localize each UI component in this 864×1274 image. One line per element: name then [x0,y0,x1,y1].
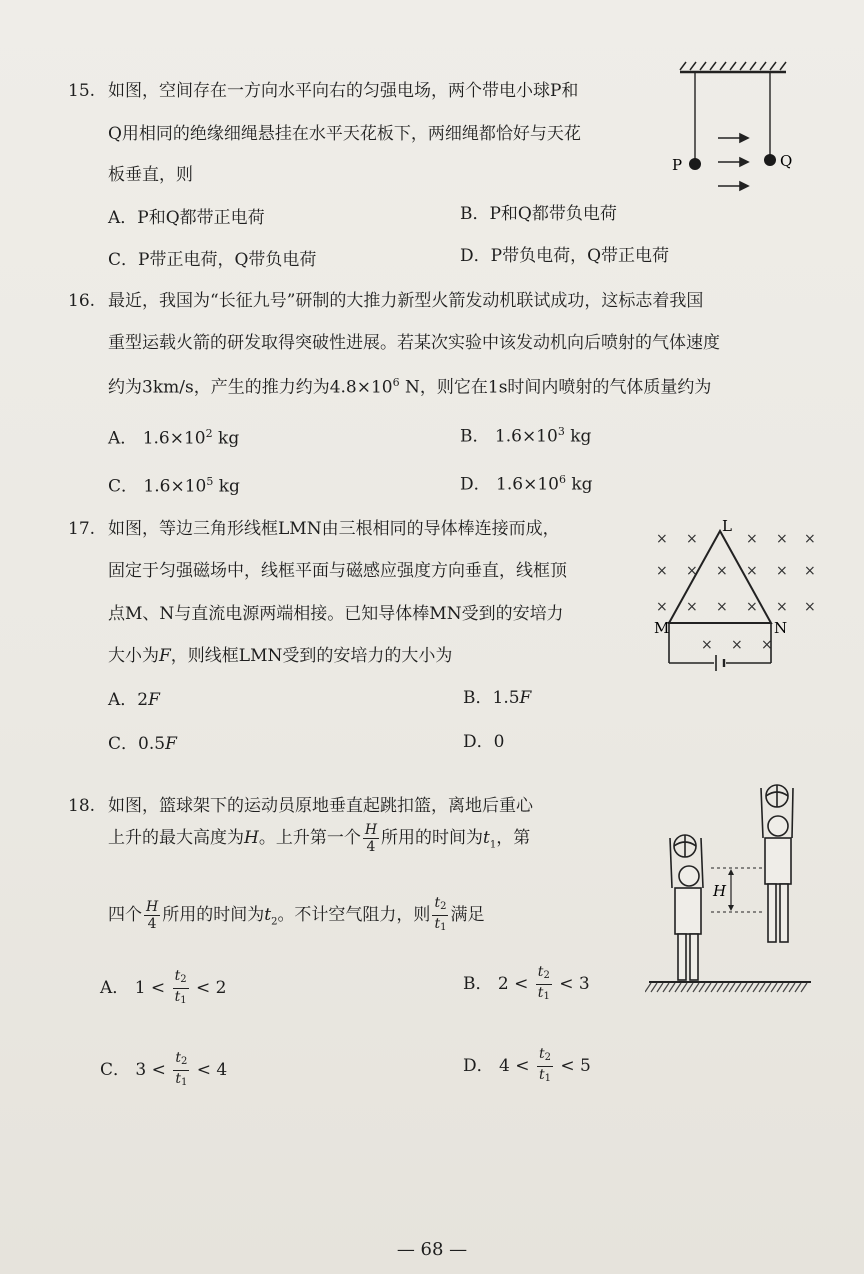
q18-line-3: 四个 $\frac{H}{4}$ 所用的时间为$t_2$。不计空气阻力，则 $\frac{t_2}{t_1}$ 满足 [108,895,484,942]
q16-number: 16. [68,291,96,311]
field-cross-mark: × [761,637,773,653]
q15-line-3: 板垂直，则 [108,165,193,185]
label-p: P [672,156,683,174]
q17-line-3: 点M、N与直流电源两端相接。已知导体棒MN受到的安培力 [108,604,564,624]
q18-number: 18. [68,796,96,816]
field-cross-mark: × [686,599,698,615]
q15-number: 15. [68,81,96,101]
ground-hatch [717,983,723,992]
q17-option-c[interactable]: C．0.5F [108,734,177,754]
ground-hatch [651,983,657,992]
q15-line-1: 如图，空间存在一方向水平向右的匀强电场，两个带电小球P和 [108,81,579,101]
ground-hatch [657,983,663,992]
q18-line-1: 如图，篮球架下的运动员原地垂直起跳扣篮，离地后重心 [108,796,533,816]
ball-p [689,158,701,170]
field-cross-mark: × [716,563,728,579]
label-l: L [722,517,732,535]
q17-option-a[interactable]: A．2F [108,690,160,710]
label-n: N [774,619,788,637]
q17-option-d[interactable]: D．0 [463,732,505,752]
q18-line-2: 上升的最大高度为H。上升第一个 $\frac{H}{4}$ 所用的时间为$t_1$，第 [108,822,531,855]
q15-line-2: Q用相同的绝缘细绳悬挂在水平天花板下，两细绳都恰好与天花 [108,124,581,144]
fraction-h-over-4: $\frac{H}{4}$ [364,822,378,855]
ground-hatch [711,983,717,992]
ground-hatch [681,983,687,992]
ground-hatch [723,983,729,992]
label-h: H [713,882,727,900]
ground-hatch [801,983,807,992]
field-cross-mark: × [746,531,758,547]
q15-figure [668,58,798,193]
field-cross-mark: × [656,531,668,547]
q18-option-a[interactable]: A． 1 < $\frac{t_2}{t_1}$ < 2 [100,968,227,1006]
ground-hatch [795,983,801,992]
q18-figure [645,780,815,1005]
label-m: M [654,619,670,637]
ground-hatch [645,983,651,992]
q18-option-c[interactable]: C． 3 < $\frac{t_2}{t_1}$ < 4 [100,1050,228,1088]
ground-hatch [741,983,747,992]
q15-option-c[interactable]: C．P带正电荷，Q带负电荷 [108,250,317,270]
ground-hatch [759,983,765,992]
ground-hatch [783,983,789,992]
field-cross-mark: × [746,599,758,615]
ground-hatch [729,983,735,992]
field-cross-mark: × [746,563,758,579]
ground-hatch [687,983,693,992]
ground-hatch [765,983,771,992]
page-number: — 68 — [396,1239,468,1260]
q17-figure [650,515,820,675]
fraction-h-over-4-second: $\frac{H}{4}$ [146,899,159,932]
q17-line-1: 如图，等边三角形线框LMN由三根相同的导体棒连接而成， [108,519,560,539]
field-cross-mark: × [776,563,788,579]
field-cross-mark: × [701,637,713,653]
q16-option-c[interactable]: C． $1.6\times 10^5$ kg [108,475,240,497]
q18-option-b[interactable]: B． 2 < $\frac{t_2}{t_1}$ < 3 [463,964,590,1002]
field-cross-mark: × [686,563,698,579]
q16-option-b[interactable]: B． $1.6\times 10^3$ kg [460,425,592,447]
ground-hatch [771,983,777,992]
q17-number: 17. [68,519,96,539]
ground-hatch [735,983,741,992]
field-cross-mark: × [656,599,668,615]
ground-hatch [669,983,675,992]
q17-line-2: 固定于匀强磁场中，线框平面与磁感应强度方向垂直，线框顶 [108,561,567,581]
ground-hatch [789,983,795,992]
q16-line-3: 约为3km/s，产生的推力约为$4.8\times 10^6$ N，则它在1s时间内喷射的气体质量约为 [108,376,712,398]
q15-option-b[interactable]: B．P和Q都带负电荷 [460,204,617,224]
q17-option-b[interactable]: B．1.5F [463,688,532,708]
field-cross-mark: × [804,563,816,579]
fraction-t2-over-t1: $\frac{t_2}{t_1}$ [434,895,447,933]
field-cross-mark: × [804,531,816,547]
ground-hatch [663,983,669,992]
q17-line-4: 大小为F，则线框LMN受到的安培力的大小为 [108,646,453,666]
ground-hatch [753,983,759,992]
q15-option-a[interactable]: A．P和Q都带正电荷 [108,208,265,228]
field-cross-mark: × [716,599,728,615]
field-cross-mark: × [686,531,698,547]
q16-option-a[interactable]: A． $1.6\times 10^2$ kg [108,427,240,449]
athlete-jumping [761,785,793,942]
field-cross-mark: × [804,599,816,615]
field-cross-mark: × [776,599,788,615]
ground-hatch [699,983,705,992]
ball-q [764,154,776,166]
q16-option-d[interactable]: D． $1.6\times 10^6$ kg [460,473,593,495]
ground-hatch [675,983,681,992]
q15-option-d[interactable]: D．P带负电荷，Q带正电荷 [460,246,670,266]
ground-hatch [777,983,783,992]
label-q: Q [780,152,793,170]
athlete-standing [670,835,703,980]
ground-hatch [705,983,711,992]
ground-hatch [747,983,753,992]
field-cross-mark: × [776,531,788,547]
field-cross-mark: × [731,637,743,653]
q18-option-d[interactable]: D． 4 < $\frac{t_2}{t_1}$ < 5 [463,1046,591,1084]
q16-line-1: 最近，我国为“长征九号”研制的大推力新型火箭发动机联试成功，这标志着我国 [108,291,704,311]
ground-hatch [693,983,699,992]
field-cross-mark: × [656,563,668,579]
q16-line-2: 重型运载火箭的研发取得突破性进展。若某次实验中该发动机向后喷射的气体速度 [108,333,720,353]
